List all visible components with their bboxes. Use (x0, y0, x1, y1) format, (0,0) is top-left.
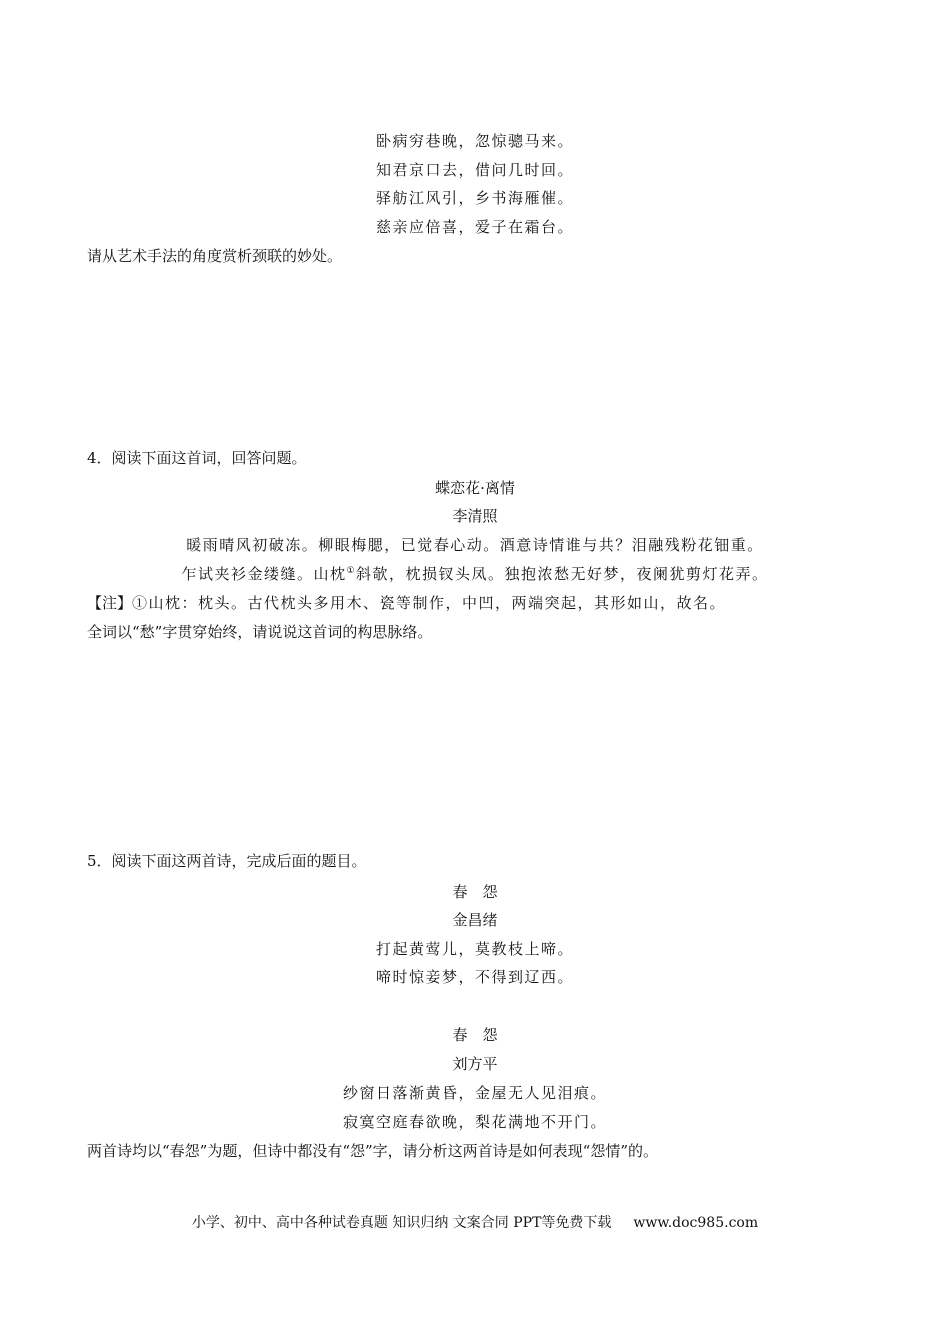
q4-poem-line-2-part2: 斜欹，枕损钗头凤。独抱浓愁无好梦，夜阑犹剪灯花弄。 (356, 565, 769, 583)
q5-prompt: 5．阅读下面这两首诗，完成后面的题目。 (87, 852, 367, 870)
page-footer (0, 1213, 950, 1233)
footer-url[interactable]: www.doc985.com (633, 1215, 759, 1231)
q4-note-marker: ① (346, 566, 357, 576)
footer-text: 小学、初中、高中各种试卷真题 知识归纳 文案合同 PPT等免费下载 (191, 1215, 612, 1231)
q5-question: 两首诗均以“春怨”为题，但诗中都没有“怨”字，请分析这两首诗是如何表现“怨情”的。 (87, 1142, 659, 1160)
poem1-line-1: 卧病穷巷晚，忽惊骢马来。 (375, 132, 574, 150)
q4-poem-line-2-part1: 乍试夹衫金缕缝。山枕 (181, 565, 347, 583)
q5-poemA-author: 金昌绪 (452, 911, 498, 929)
q5-poemB-title: 春 怨 (452, 1026, 498, 1044)
q4-note-text: ①山枕：枕头。古代枕头多用木、瓷等制作，中凹，两端突起，其形如山，故名。 (132, 594, 727, 612)
q5-poemB-line-2: 寂寞空庭春欲晚，梨花满地不开门。 (342, 1113, 607, 1131)
q5-poemB-author: 刘方平 (452, 1055, 498, 1073)
poem1-line-2: 知君京口去，借问几时回。 (375, 161, 574, 179)
q4-note-label: 【注】 (87, 594, 133, 612)
poem1-line-3: 驿舫江风引，乡书海雁催。 (375, 189, 574, 207)
q5-poemB-line-1: 纱窗日落渐黄昏，金屋无人见泪痕。 (342, 1084, 607, 1102)
poem1-question: 请从艺术手法的角度赏析颈联的妙处。 (87, 247, 343, 265)
q4-poem-title: 蝶恋花·离情 (435, 479, 515, 497)
q4-poem-line-2 (0, 564, 950, 584)
q4-poem-author: 李清照 (452, 507, 498, 525)
q4-question: 全词以“愁”字贯穿始终，请说说这首词的构思脉络。 (87, 623, 433, 641)
q5-poemA-line-1: 打起黄莺儿，莫教枝上啼。 (375, 940, 574, 958)
q5-poemA-line-2: 啼时惊妾梦，不得到辽西。 (375, 968, 574, 986)
poem1-line-4: 慈亲应倍喜，爱子在霜台。 (375, 218, 574, 236)
q4-poem-line-1: 暖雨晴风初破冻。柳眼梅腮，已觉春心动。酒意诗情谁与共？泪融残粉花钿重。 (186, 536, 764, 554)
q4-prompt: 4．阅读下面这首词，回答问题。 (87, 449, 307, 467)
q5-poemA-title: 春 怨 (452, 883, 498, 901)
q4-note (87, 593, 726, 613)
